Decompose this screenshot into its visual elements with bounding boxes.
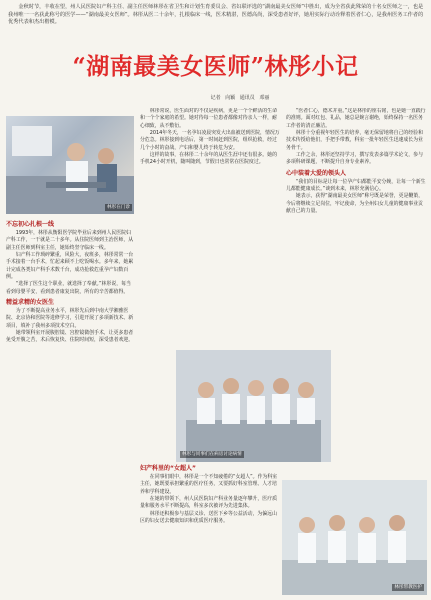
paragraph: 2014年冬天，一名孕妇凌晨突发大出血被送到医院，情况万分危急。林彤接到电话后，第一时间赶到医院，组织抢救，经过几个小时的奋战，产妇和婴儿终于转危为安。 — [140, 130, 280, 151]
photo-teaching — [282, 480, 427, 595]
column-middle-lower — [140, 462, 280, 598]
paragraph: 1993年，林彤从衡阳医学院毕业后来到州人民医院妇产科工作，一干就是二十多年。从住院医师到主治医师，从副主任医师到科室主任，她始终坚守临床一线。 — [6, 230, 134, 251]
photo3-caption: 林彤带教医护 — [394, 585, 422, 590]
photo2-caption: 林彤与同事们在病房讨论病情 — [182, 452, 242, 457]
intro-block — [8, 4, 424, 38]
paragraph: 这样的故事，在林彤二十余年的从医生涯中还有很多。她的手机24小时开机，随叫随到，节假日也常常在医院度过。 — [140, 152, 277, 166]
paragraph: 林彤常说，医生面对的不仅是疾病，更是一个个鲜活的生命和一个个家庭的希望。她对待每一位患者都像对待亲人一样，耐心细致，从不敷衍。 — [140, 108, 277, 129]
paragraph: 为了不断提高业务水平，林彤先后到中南大学湘雅医院、北京协和医院等进修学习，引进开展了多项新技术、新项目，填补了我州多项技术空白。 — [6, 308, 134, 329]
article-title: “湖南最美女医师”林彤小记 — [72, 53, 359, 80]
byline: 记者 向颖 通讯员 邓丽 — [210, 95, 270, 101]
column-right — [286, 108, 426, 478]
intro-text: 金秋时节，丰收在望，州人民医院妇产科主任、副主任医师林彤在省卫生和计划生育委员会、省妇联评选的“湖南最美女医师”中胜出，成为全省获此殊荣的十名女医师之一，也是我州唯一一名获此称号的医学——“湖南最美女医师”。林彤从医二十余年，扎根临床一线，医术精湛，医德高尚，深受患者好评，她用实际行动诠释着医者仁心，是我州医务工作者的优秀代表和杰出楷模。 — [8, 4, 424, 25]
column-middle — [140, 108, 280, 348]
paragraph: 她表示，获得“湖南最美女医师”称号既是荣誉，更是鞭策，今后将继续立足岗位，牢记使命，为全州妇女儿童的健康事业贡献自己的力量。 — [286, 193, 424, 215]
photo1-illustration — [6, 116, 134, 214]
section-heading-1: 不忘初心扎根一线 — [6, 221, 55, 228]
section-heading-4: 心中装着大爱的领头人 — [286, 169, 347, 177]
paragraph: 在同事们眼中，林彤是一个不知疲倦的“女超人”。作为科室主任，她既要承担繁重的医疗任务，又要抓好科室管理、人才培养和学科建设。 — [140, 474, 278, 495]
paragraph: 林彤十分重视年轻医生的培养，毫无保留地将自己的经验和技术传授给他们，手把手带教，科室一批年轻医生迅速成长为业务骨干。 — [286, 130, 423, 151]
photo3-illustration — [282, 480, 427, 595]
paragraph: “选择了医生这个职业，就选择了奉献。”林彤说，每当看到母婴平安，看到患者康复出院，所有的辛苦都值得。 — [6, 281, 131, 295]
paragraph: “医者仁心，德术并重。”这是林彤的座右铭，也是她一直践行的准则。面对红包、礼品，她总是婉言谢绝，始终保持一名医务工作者的清正廉洁。 — [286, 108, 426, 129]
column-left — [6, 218, 134, 598]
paragraph: 工作之余，林彤还坚持学习，撰写发表多篇学术论文，参与多项科研课题，不断提升自身专业素养。 — [286, 152, 423, 166]
paragraph: “我们的目标是让每一位孕产妇都能平安分娩，让每一个新生儿都能健康成长。”谈到未来，林彤充满信心。 — [286, 178, 426, 193]
photo1-caption: 林彤在门诊 — [107, 205, 130, 210]
paragraph: 妇产科工作琐碎繁重，风险大，夜班多，林彤常常一台手术接着一台手术，忙起来顾不上吃饭喝水。多年来，她累计完成各类妇产科手术数千台，成功抢救危重孕产妇数百例。 — [6, 252, 134, 281]
paragraph: 她带领科室开展腹腔镜、宫腔镜微创手术，让更多患者免受开腹之苦，术后恢复快、住院时间短，深受患者欢迎。 — [6, 330, 134, 344]
paragraph: 林彤还积极参与基层义诊、送医下乡等公益活动，为偏远山区的妇女送去健康知识和优质医疗服务。 — [140, 510, 277, 525]
photo-doctor-consultation — [6, 116, 134, 214]
section-heading-3: 妇产科里的“女超人” — [140, 465, 196, 472]
section-heading-2: 精益求精的女医生 — [6, 299, 55, 307]
paragraph: 在她的带领下，州人民医院妇产科业务量逐年攀升，医疗质量和服务水平不断提高，科室多次被评为先进集体。 — [140, 496, 277, 510]
